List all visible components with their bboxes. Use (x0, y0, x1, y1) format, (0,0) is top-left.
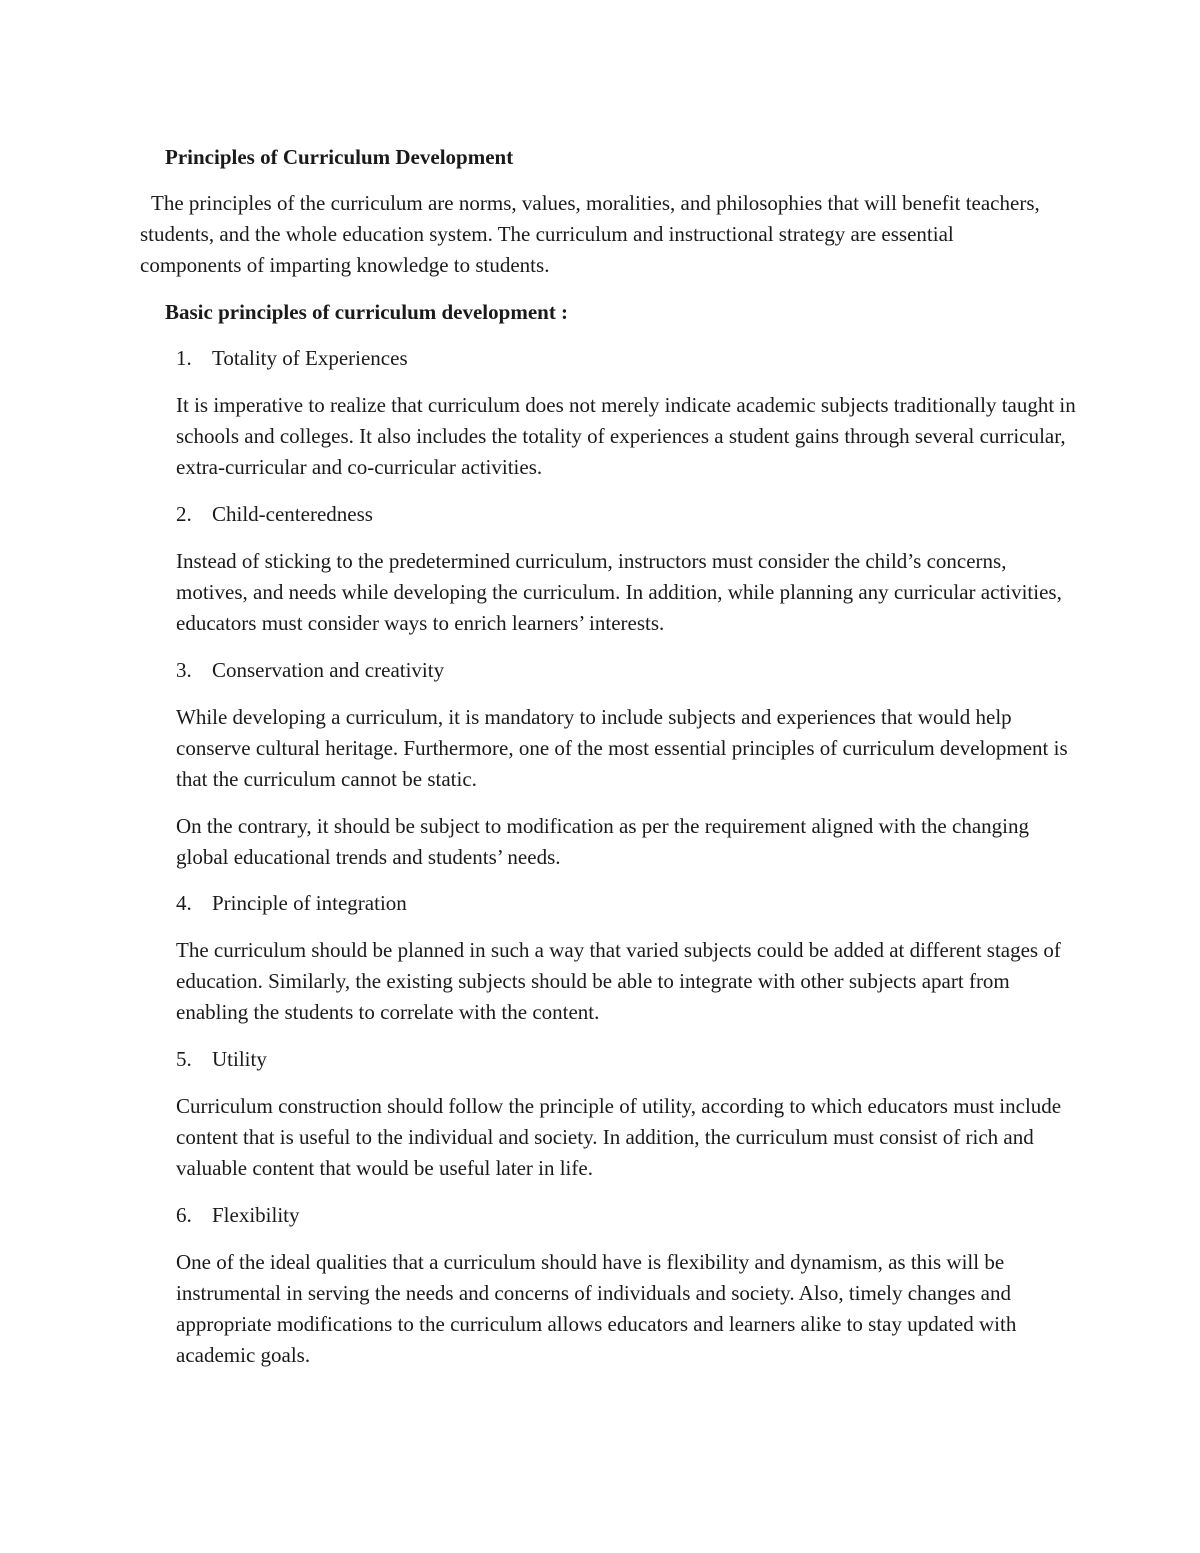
list-item-title: Conservation and creativity (212, 658, 445, 682)
intro-text: The principles of the curriculum are norms, values, moralities, and philosophies that will benefit teachers, students, and the whole education system. The curriculum and instructional strategy are essential components of imparting knowledge to students. (140, 191, 1040, 277)
list-item-number: 6. (176, 1203, 192, 1227)
list-item-number: 1. (176, 346, 192, 370)
list-item-paragraph: The curriculum should be planned in such a way that varied subjects could be added at different stages of education. Similarly, the existing subjects should be able to integrate with other subjects apart from enabling the students to correlate with the content. (176, 938, 1061, 1024)
list-item-number: 2. (176, 502, 192, 526)
list-item-number: 3. (176, 658, 192, 682)
list-item-paragraph: One of the ideal qualities that a curriculum should have is flexibility and dynamism, as this will be instrumental in serving the needs and concerns of individuals and society. Also, timely changes and appropriate modifications to the curriculum allows educators and learners alike to stay updated with academic goals. (176, 1250, 1017, 1367)
list-item-heading (176, 1045, 267, 1073)
list-item-paragraph: Instead of sticking to the predetermined curriculum, instructors must consider the child’s concerns, motives, and needs while developing the curriculum. In addition, while planning any curricular activities, educators must consider ways to enrich learners’ interests. (176, 549, 1062, 635)
list-item-title: Principle of integration (212, 891, 407, 915)
list-item-paragraph: Curriculum construction should follow the principle of utility, according to which educators must include content that is useful to the individual and society. In addition, the curriculum must consist of rich and valuable content that would be useful later in life. (176, 1094, 1062, 1180)
list-item-paragraph: While developing a curriculum, it is mandatory to include subjects and experiences that would help conserve cultural heritage. Furthermore, one of the most essential principles of curriculum development is that the curriculum cannot be static. (176, 705, 1068, 791)
list-item-title: Child-centeredness (212, 502, 373, 526)
list-item-heading (176, 1201, 300, 1229)
list-item-title: Totality of Experiences (212, 346, 408, 370)
list-item-title: Utility (212, 1047, 267, 1071)
list-item-heading (176, 500, 373, 528)
list-item-paragraph: On the contrary, it should be subject to modification as per the requirement aligned with the changing global educational trends and students’ needs. (176, 814, 1029, 869)
list-item-number: 5. (176, 1047, 192, 1071)
list-item-heading (176, 344, 408, 372)
page-title: Principles of Curriculum Development (165, 145, 514, 169)
list-item-title: Flexibility (212, 1203, 300, 1227)
list-item-heading (176, 889, 407, 917)
list-item-paragraph: It is imperative to realize that curriculum does not merely indicate academic subjects traditionally taught in schools and colleges. It also includes the totality of experiences a student gains through several curricular, extra-curricular and co-curricular activities. (176, 393, 1076, 479)
list-item-number: 4. (176, 891, 192, 915)
section-subtitle: Basic principles of curriculum development : (165, 300, 569, 324)
list-item-heading (176, 656, 444, 684)
intro-paragraph (140, 188, 1060, 281)
